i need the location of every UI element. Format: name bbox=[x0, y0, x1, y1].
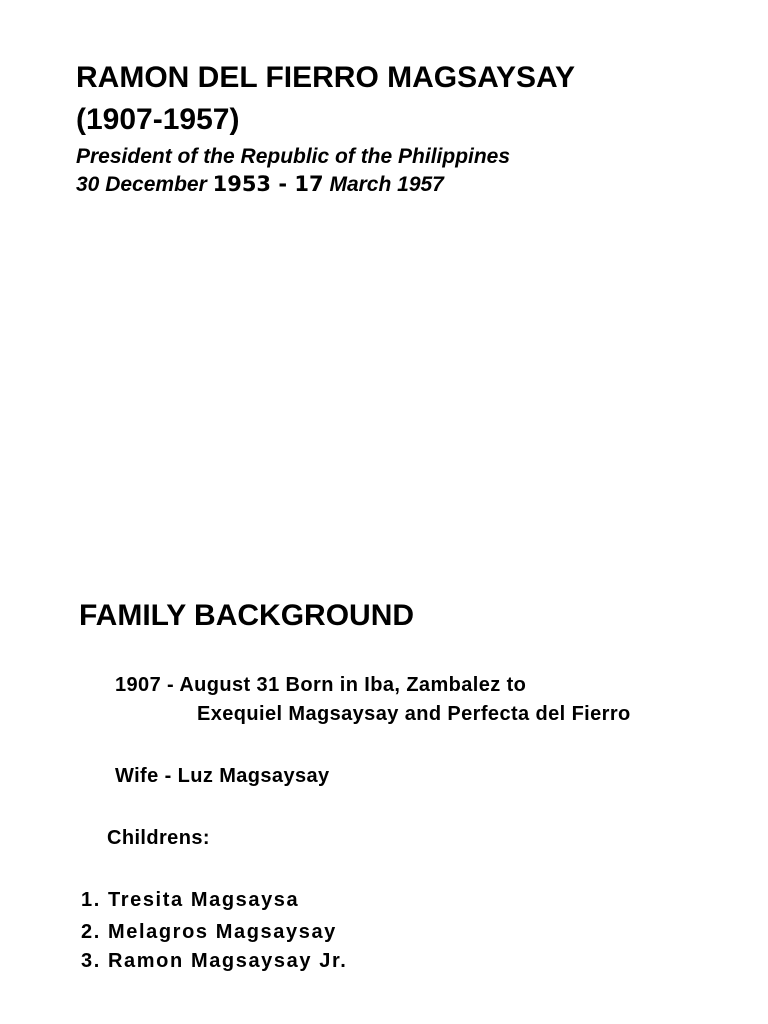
term-end-month-year: March 1957 bbox=[323, 173, 444, 196]
page-title-years: (1907-1957) bbox=[76, 103, 240, 136]
term-end-day: 17 bbox=[294, 172, 324, 196]
term-start-year: 1953 bbox=[212, 172, 272, 196]
child-name: Melagros Magsaysay bbox=[108, 921, 337, 943]
term-separator: - bbox=[271, 172, 295, 196]
list-item bbox=[81, 919, 337, 945]
list-marker: 3. bbox=[81, 950, 101, 972]
subtitle-office: President of the Republic of the Philippines bbox=[76, 145, 511, 168]
list-item bbox=[81, 948, 347, 974]
list-marker: 1. bbox=[81, 889, 101, 911]
list-marker: 2. bbox=[81, 921, 101, 943]
birth-line-2: Exequiel Magsaysay and Perfecta del Fierro bbox=[197, 703, 631, 725]
subtitle-term-dates bbox=[76, 171, 444, 198]
wife-line: Wife - Luz Magsaysay bbox=[115, 765, 330, 787]
section-heading-family: FAMILY BACKGROUND bbox=[79, 599, 415, 632]
birth-line-1: 1907 - August 31 Born in Iba, Zambalez to bbox=[115, 674, 527, 696]
term-start-day-month: 30 December bbox=[76, 173, 213, 196]
child-name: Ramon Magsaysay Jr. bbox=[108, 950, 348, 972]
list-item bbox=[81, 887, 299, 913]
child-name: Tresita Magsaysa bbox=[108, 889, 300, 911]
children-label: Childrens: bbox=[107, 827, 210, 849]
page-title-name: RAMON DEL FIERRO MAGSAYSAY bbox=[76, 61, 575, 94]
